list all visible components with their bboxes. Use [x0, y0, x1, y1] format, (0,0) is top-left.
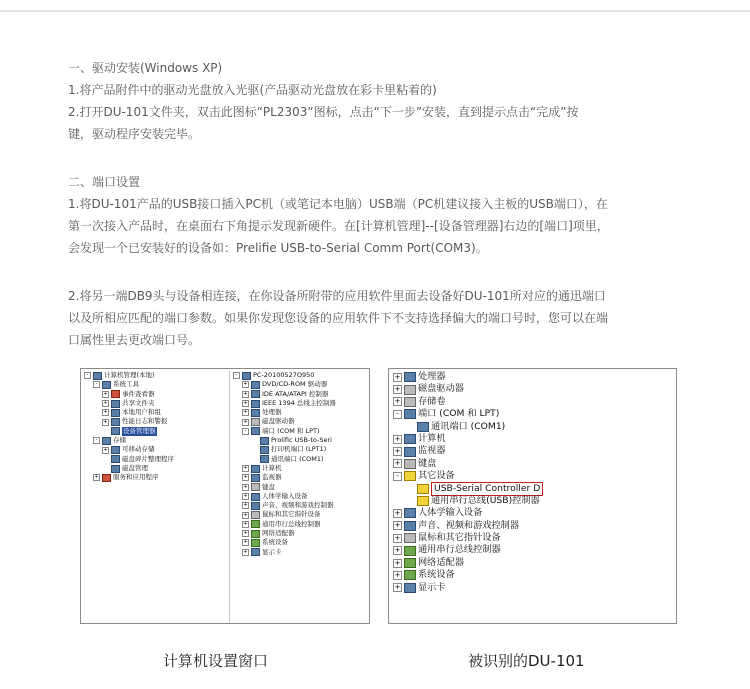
expand-icon[interactable]: +	[94, 474, 99, 481]
tree-item-label: 通讯端口 (COM1)	[431, 420, 506, 432]
tree-item-label: DVD/CD-ROM 驱动器	[262, 380, 328, 389]
tree-item-label: IEEE 1394 总线主控制器	[262, 398, 336, 407]
comm-port-icon	[417, 422, 429, 432]
paragraph-text: 1.将DU-101产品的USB接口插入PC机（或笔记本电脑）USB端（PC机建议接入主板的USB端口），在	[68, 197, 608, 211]
collapse-icon[interactable]: -	[393, 410, 402, 419]
tree-item-label: USB-Serial Controller D	[431, 482, 543, 496]
tree-item-label: PC-20100527O950	[253, 371, 315, 379]
expand-icon[interactable]: +	[103, 446, 108, 453]
paragraph-text: 以及所相应匹配的端口参数。如果你发现您设备的应用软件下不支持选择偏大的端口号时，您可以在端	[68, 311, 609, 325]
expand-icon[interactable]: +	[394, 533, 401, 542]
tree-item[interactable]	[393, 371, 543, 383]
dvd-icon	[251, 381, 260, 389]
tree-item[interactable]	[393, 495, 543, 507]
system-icon	[251, 539, 260, 547]
tree-item-label: 计算机	[418, 432, 446, 444]
cpu-icon	[251, 409, 260, 417]
storage-icon	[102, 437, 111, 445]
tree-item-label: 事件查看器	[122, 389, 155, 398]
tree-item-label: 处理器	[418, 371, 446, 382]
tree-item[interactable]	[393, 433, 543, 445]
recognized-device-screenshot	[388, 368, 677, 624]
expand-icon[interactable]: +	[243, 539, 248, 546]
tree-item-label: 通用串行总线控制器	[262, 519, 321, 528]
tree-item[interactable]	[233, 427, 370, 436]
tree-item-label: 监视器	[418, 445, 446, 457]
tree-item-label: 声音、视频和游戏控制器	[262, 501, 334, 510]
disk-drive-icon	[251, 418, 260, 426]
expand-icon[interactable]: +	[394, 385, 401, 394]
expand-icon[interactable]: +	[394, 372, 401, 381]
cpu-icon	[404, 372, 416, 382]
tree-item-label: 存储卷	[418, 395, 446, 407]
tree-item[interactable]	[233, 473, 370, 482]
warning-icon	[417, 484, 429, 494]
tree-item-label: 端口 (COM 和 LPT)	[418, 408, 500, 420]
comm-port-icon	[260, 455, 269, 463]
section-heading: 一、驱动安装(Windows XP)	[68, 61, 223, 75]
port-icon	[251, 427, 260, 435]
tree-item-label: 打印机端口 (LPT1)	[271, 445, 327, 454]
tree-item-label: 共享文件夹	[122, 398, 155, 407]
expand-icon[interactable]: +	[394, 570, 401, 579]
tree-item[interactable]	[393, 582, 543, 594]
tree-item[interactable]	[393, 520, 543, 532]
tree-item-label: 计算机	[262, 463, 282, 472]
tree-item[interactable]	[393, 507, 543, 519]
monitor-icon	[251, 474, 260, 482]
disk-drive-icon	[404, 385, 416, 395]
usb-icon	[404, 546, 416, 556]
tree-item-label: 系统设备	[418, 569, 455, 581]
tree-item-label: Prolific USB-to-Seri	[271, 436, 332, 445]
expand-icon[interactable]: +	[243, 502, 248, 509]
network-icon	[251, 530, 260, 538]
tree-item-label: 鼠标和其它指针设备	[262, 510, 321, 519]
tree-item[interactable]	[84, 455, 226, 464]
tree-item[interactable]	[233, 464, 370, 473]
hid-icon	[404, 508, 416, 518]
expand-icon[interactable]: +	[103, 409, 108, 416]
tree-item[interactable]	[233, 380, 370, 389]
section-heading: 二、端口设置	[68, 175, 141, 189]
ieee-icon	[251, 400, 260, 408]
tree-item-label: 磁盘碎片整理程序	[122, 454, 174, 463]
tree-item[interactable]	[393, 544, 543, 556]
device-tree	[393, 371, 543, 594]
left-caption: 计算机设置窗口	[163, 652, 269, 670]
tree-item-label: 处理器	[262, 408, 282, 417]
tree-item[interactable]	[233, 510, 370, 519]
tree-item[interactable]	[233, 492, 370, 501]
expand-icon[interactable]: +	[243, 400, 248, 407]
tree-item-label: 磁盘管理	[122, 463, 148, 472]
step-text: 2.打开DU-101文件夹，双击此图标“PL2303”图标，点击“下一步”安装，直到提示点击“完成”按	[68, 105, 579, 119]
tree-item-label: 其它设备	[418, 470, 455, 482]
tree-item-label: 显示卡	[262, 547, 282, 556]
port-config-section	[68, 285, 680, 351]
tree-item-label: 系统设备	[262, 538, 288, 547]
tree-item-label: 计算机管理(本地)	[104, 371, 155, 379]
tree-item[interactable]	[233, 529, 370, 538]
collapse-icon[interactable]: -	[233, 372, 240, 379]
hid-icon	[251, 493, 260, 501]
tree-item-label: 通讯端口 (COM1)	[271, 454, 324, 463]
services-icon	[102, 474, 111, 482]
tree-item[interactable]	[84, 399, 226, 408]
tree-item[interactable]	[233, 436, 370, 445]
defrag-icon	[111, 455, 120, 463]
management-tree	[84, 371, 226, 483]
tree-item-label: 人体学输入设备	[418, 507, 483, 519]
printer-port-icon	[260, 446, 269, 454]
ide-icon	[251, 390, 260, 398]
tree-item[interactable]	[233, 548, 370, 557]
tree-item[interactable]	[233, 408, 370, 417]
tree-item-label: 声音、视频和游戏控制器	[418, 519, 520, 531]
expand-icon[interactable]: +	[394, 508, 401, 517]
tree-item-label: 系统工具	[113, 380, 139, 389]
tree-item-label: IDE ATA/ATAPI 控制器	[262, 389, 329, 398]
other-devices-icon	[404, 471, 416, 481]
paragraph-text: 口属性里去更改端口号。	[68, 333, 201, 347]
expand-icon[interactable]: +	[243, 548, 248, 555]
tree-item-label: 通用串行总线(USB)控制器	[431, 494, 540, 506]
top-divider	[0, 10, 750, 12]
tree-item[interactable]	[233, 455, 370, 464]
expand-icon[interactable]: +	[394, 459, 401, 468]
tree-item-label: 端口 (COM 和 LPT)	[262, 426, 320, 435]
tree-item-label: 本地用户和组	[122, 408, 161, 417]
port-setup-section	[68, 171, 680, 259]
expand-icon[interactable]: +	[103, 418, 108, 425]
tree-item[interactable]	[84, 445, 226, 454]
tree-item[interactable]	[393, 569, 543, 581]
tree-item[interactable]	[84, 417, 226, 426]
expand-icon[interactable]: +	[394, 583, 401, 592]
tree-item[interactable]	[393, 445, 543, 457]
tree-item[interactable]	[84, 371, 226, 380]
expand-icon[interactable]: +	[243, 390, 248, 397]
step-text: 键，驱动程序安装完毕。	[68, 127, 201, 141]
keyboard-icon	[404, 459, 416, 469]
tree-item[interactable]	[393, 532, 543, 544]
computer-management-screenshot	[80, 368, 370, 624]
tree-item-label: 键盘	[418, 457, 437, 469]
port-icon	[260, 437, 269, 445]
folder-icon	[111, 400, 120, 408]
tree-item[interactable]	[393, 383, 543, 395]
driver-install-section	[68, 57, 680, 145]
tree-item-label: 通用串行总线控制器	[418, 544, 501, 556]
tree-item[interactable]	[233, 520, 370, 529]
tree-item[interactable]	[84, 464, 226, 473]
tree-item-label: 鼠标和其它指针设备	[418, 532, 501, 544]
expand-icon[interactable]: +	[243, 465, 248, 472]
paragraph-text: 会发现一个已安装好的设备如：Prelifie USB-to-Serial Comm Port(COM3)。	[68, 241, 488, 255]
tree-item[interactable]	[84, 390, 226, 399]
expand-icon[interactable]: +	[243, 530, 248, 537]
performance-icon	[111, 418, 120, 426]
expand-icon[interactable]: +	[243, 381, 248, 388]
tree-item[interactable]	[233, 390, 370, 399]
usb-icon	[251, 520, 260, 528]
expand-icon[interactable]: +	[394, 546, 401, 555]
expand-icon[interactable]: +	[243, 418, 248, 425]
tree-item[interactable]	[233, 371, 370, 380]
tree-item[interactable]	[393, 421, 543, 433]
tree-item-label: 可移动存储	[122, 445, 155, 454]
expand-icon[interactable]: +	[103, 390, 108, 397]
mouse-icon	[404, 533, 416, 543]
expand-icon[interactable]: +	[394, 558, 401, 567]
disk-icon	[111, 465, 120, 473]
network-icon	[404, 558, 416, 568]
computer-icon	[242, 372, 251, 380]
expand-icon[interactable]: +	[394, 447, 401, 456]
tree-item[interactable]	[233, 483, 370, 492]
collapse-icon[interactable]: -	[93, 437, 100, 444]
expand-icon[interactable]: +	[243, 474, 248, 481]
tree-item-label: 键盘	[262, 482, 275, 491]
removable-icon	[111, 446, 120, 454]
tree-item[interactable]	[84, 427, 226, 436]
tree-item-label: 性能日志和警报	[122, 417, 168, 426]
tree-item[interactable]	[233, 399, 370, 408]
computer-icon	[404, 434, 416, 444]
display-icon	[404, 583, 416, 593]
tree-item-label: 磁盘驱动器	[418, 383, 464, 395]
tools-icon	[102, 381, 111, 389]
tree-item[interactable]	[84, 380, 226, 389]
expand-icon[interactable]: +	[243, 493, 248, 499]
tree-item-label: 网络适配器	[262, 529, 295, 538]
port-icon	[404, 409, 416, 419]
tree-item[interactable]	[393, 483, 543, 495]
computer-icon	[251, 465, 260, 473]
keyboard-icon	[251, 483, 260, 491]
expand-icon[interactable]: +	[103, 400, 108, 407]
tree-item-label: 磁盘驱动器	[262, 417, 295, 426]
tree-item-label: 人体学输入设备	[262, 491, 308, 500]
expand-icon[interactable]: +	[243, 409, 248, 416]
system-icon	[404, 570, 416, 580]
tree-item-label: 服务和应用程序	[113, 473, 159, 482]
expand-icon[interactable]: +	[243, 511, 248, 518]
warning-icon	[417, 496, 429, 506]
collapse-icon[interactable]: -	[84, 372, 91, 379]
tree-item-label: 存储	[113, 436, 126, 445]
monitor-icon	[404, 447, 416, 457]
paragraph-text: 2.将另一端DB9头与设备相连接，在你设备所附带的应用软件里面去设备好DU-101所对应的通迅端口	[68, 289, 606, 303]
tree-item[interactable]	[393, 557, 543, 569]
storage-volume-icon	[404, 397, 416, 407]
computer-icon	[93, 372, 102, 380]
tree-item-label: 显示卡	[418, 581, 446, 593]
tree-item[interactable]	[84, 436, 226, 445]
device-manager-icon	[111, 427, 120, 435]
mouse-icon	[251, 511, 260, 519]
expand-icon[interactable]: +	[394, 434, 401, 443]
expand-icon[interactable]: +	[243, 483, 248, 490]
sound-icon	[251, 502, 260, 510]
paragraph-text: 第一次接入产品时，在桌面右下角提示发现新硬件。在[计算机管理]--[设备管理器]右边的[端口]项里，	[68, 219, 609, 233]
device-tree	[229, 371, 370, 624]
collapse-icon[interactable]: -	[393, 472, 402, 481]
tree-item-label: 网络适配器	[418, 556, 464, 568]
tree-item[interactable]	[393, 408, 543, 420]
right-caption: 被识别的DU-101	[468, 652, 585, 670]
display-icon	[251, 548, 260, 556]
tree-item[interactable]	[233, 445, 370, 454]
tree-item[interactable]	[84, 473, 226, 482]
tree-item-label: 监视器	[262, 473, 282, 482]
collapse-icon[interactable]: -	[242, 428, 249, 435]
step-text: 1.将产品附件中的驱动光盘放入光驱(产品驱动光盘放在彩卡里粘着的)	[68, 83, 437, 97]
expand-icon[interactable]: +	[394, 521, 401, 530]
users-icon	[111, 409, 120, 417]
expand-icon[interactable]: +	[394, 397, 401, 406]
tree-item-label: 设备管理器	[123, 426, 156, 435]
tree-item[interactable]	[233, 417, 370, 426]
expand-icon[interactable]: +	[243, 520, 248, 527]
event-icon	[111, 390, 120, 398]
collapse-icon[interactable]: -	[93, 381, 100, 388]
sound-icon	[404, 521, 416, 531]
tree-item[interactable]	[393, 458, 543, 470]
tree-item[interactable]	[233, 538, 370, 547]
tree-item[interactable]	[393, 396, 543, 408]
